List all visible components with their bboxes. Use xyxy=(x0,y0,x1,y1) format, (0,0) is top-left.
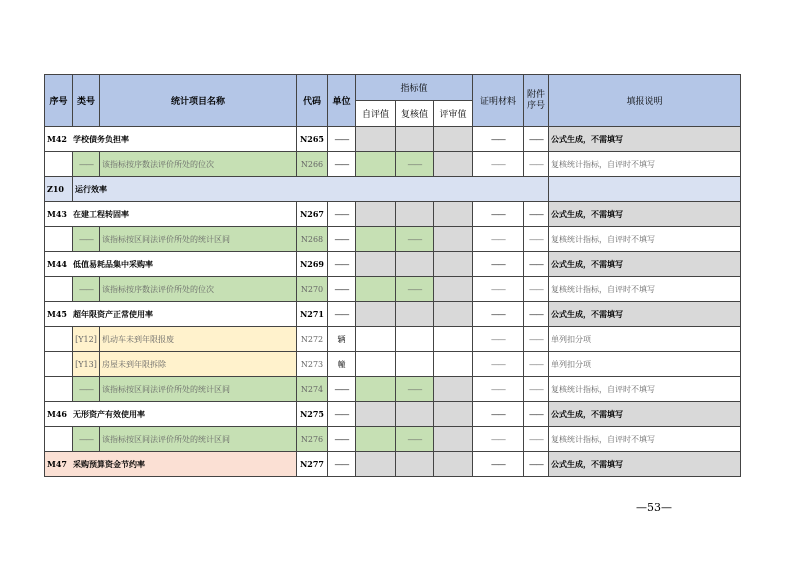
table-row xyxy=(45,177,741,202)
item-seq: M43 xyxy=(47,208,67,219)
self-eval-cell xyxy=(356,352,396,377)
explain-cell: 公式生成，不需填写 xyxy=(549,202,741,227)
judge-cell xyxy=(434,152,473,177)
item-title xyxy=(45,402,297,427)
self-eval-cell xyxy=(356,152,396,177)
header-review-val: 复核值 xyxy=(396,101,434,127)
review-cell xyxy=(396,302,434,327)
explain-cell: 单列扣分项 xyxy=(549,327,741,352)
attach-cell: —— xyxy=(524,277,549,302)
item-seq: M44 xyxy=(47,258,67,269)
item-unit: —— xyxy=(328,402,356,427)
table-row xyxy=(45,452,741,477)
header-unit: 单位 xyxy=(328,75,356,127)
item-unit: —— xyxy=(328,127,356,152)
item-code: N277 xyxy=(297,452,328,477)
header-self-eval: 自评值 xyxy=(356,101,396,127)
sub-unit: —— xyxy=(328,427,356,452)
header-judge-val: 评审值 xyxy=(434,101,473,127)
self-eval-cell xyxy=(356,302,396,327)
table-row xyxy=(45,227,741,252)
explain-cell: 复核统计指标，自评时不填写 xyxy=(549,152,741,177)
item-code: N269 xyxy=(297,252,328,277)
attach-cell: —— xyxy=(524,452,549,477)
review-cell xyxy=(396,452,434,477)
sub-code: N268 xyxy=(297,227,328,252)
item-name: 采购预算资金节约率 xyxy=(73,458,145,469)
review-cell: —— xyxy=(396,277,434,302)
section-explain-blank xyxy=(549,177,741,202)
table-row xyxy=(45,252,741,277)
attach-cell: —— xyxy=(524,127,549,152)
review-cell: —— xyxy=(396,377,434,402)
item-unit: —— xyxy=(328,202,356,227)
item-code: N267 xyxy=(297,202,328,227)
self-eval-cell xyxy=(356,452,396,477)
item-name: 无形资产有效使用率 xyxy=(73,408,145,419)
item-name: 低值易耗品集中采购率 xyxy=(73,258,153,269)
attach-cell: —— xyxy=(524,377,549,402)
sub-name: 该指标按序数法评价所处的位次 xyxy=(100,152,297,177)
sub-code: N272 xyxy=(297,327,328,352)
proof-cell: —— xyxy=(473,452,524,477)
item-title xyxy=(45,127,297,152)
review-cell xyxy=(396,402,434,427)
explain-cell: 公式生成，不需填写 xyxy=(549,452,741,477)
attach-cell: —— xyxy=(524,302,549,327)
explain-cell: 复核统计指标，自评时不填写 xyxy=(549,427,741,452)
self-eval-cell xyxy=(356,402,396,427)
attach-cell: —— xyxy=(524,327,549,352)
sub-unit: —— xyxy=(328,277,356,302)
header-name: 统计项目名称 xyxy=(100,75,297,127)
statistics-table xyxy=(44,74,741,477)
sub-unit: —— xyxy=(328,377,356,402)
attach-cell: —— xyxy=(524,152,549,177)
sub-name: 该指标按区间法评价所处的统计区间 xyxy=(100,227,297,252)
proof-cell: —— xyxy=(473,402,524,427)
item-title xyxy=(45,452,297,477)
attach-cell: —— xyxy=(524,402,549,427)
review-cell: —— xyxy=(396,152,434,177)
judge-cell xyxy=(434,352,473,377)
sub-name: 房屋未到年限拆除 xyxy=(100,352,297,377)
sub-unit: 幢 xyxy=(328,352,356,377)
sub-code: N273 xyxy=(297,352,328,377)
judge-cell xyxy=(434,127,473,152)
judge-cell xyxy=(434,252,473,277)
judge-cell xyxy=(434,377,473,402)
proof-cell: —— xyxy=(473,352,524,377)
judge-cell xyxy=(434,227,473,252)
item-name: 在建工程转固率 xyxy=(73,208,129,219)
attach-cell: —— xyxy=(524,202,549,227)
sub-unit: 辆 xyxy=(328,327,356,352)
sub-code: N270 xyxy=(297,277,328,302)
item-unit: —— xyxy=(328,452,356,477)
item-seq: M45 xyxy=(47,308,67,319)
blank-seq xyxy=(45,352,73,377)
table-row xyxy=(45,327,741,352)
review-cell xyxy=(396,202,434,227)
page-number: —53— xyxy=(636,501,672,514)
item-code: N275 xyxy=(297,402,328,427)
table-row xyxy=(45,152,741,177)
attach-cell: —— xyxy=(524,427,549,452)
explain-cell: 公式生成，不需填写 xyxy=(549,402,741,427)
proof-cell: —— xyxy=(473,252,524,277)
judge-cell xyxy=(434,452,473,477)
proof-cell: —— xyxy=(473,152,524,177)
judge-cell xyxy=(434,427,473,452)
sub-name: 该指标按区间法评价所处的统计区间 xyxy=(100,427,297,452)
explain-cell: 复核统计指标，自评时不填写 xyxy=(549,227,741,252)
self-eval-cell xyxy=(356,202,396,227)
self-eval-cell xyxy=(356,252,396,277)
section-name: 运行效率 xyxy=(73,177,549,202)
self-eval-cell xyxy=(356,327,396,352)
sub-code: N274 xyxy=(297,377,328,402)
proof-cell: —— xyxy=(473,377,524,402)
self-eval-cell xyxy=(356,227,396,252)
judge-cell xyxy=(434,277,473,302)
sub-name: 该指标按序数法评价所处的位次 xyxy=(100,277,297,302)
review-cell xyxy=(396,352,434,377)
sub-type: —— xyxy=(73,152,100,177)
explain-cell: 公式生成，不需填写 xyxy=(549,302,741,327)
explain-cell: 复核统计指标，自评时不填写 xyxy=(549,277,741,302)
proof-cell: —— xyxy=(473,202,524,227)
blank-seq xyxy=(45,152,73,177)
judge-cell xyxy=(434,402,473,427)
sub-type: —— xyxy=(73,427,100,452)
sub-type: [Y12] xyxy=(73,327,100,352)
table-row xyxy=(45,302,741,327)
blank-seq xyxy=(45,377,73,402)
table-row xyxy=(45,402,741,427)
blank-seq xyxy=(45,427,73,452)
sub-type: [Y13] xyxy=(73,352,100,377)
table-row xyxy=(45,377,741,402)
item-seq: M42 xyxy=(47,133,67,144)
header-seq: 序号 xyxy=(45,75,73,127)
proof-cell: —— xyxy=(473,327,524,352)
judge-cell xyxy=(434,302,473,327)
self-eval-cell xyxy=(356,277,396,302)
table-body xyxy=(45,127,741,477)
blank-seq xyxy=(45,227,73,252)
item-code: N271 xyxy=(297,302,328,327)
sub-type: —— xyxy=(73,377,100,402)
blank-seq xyxy=(45,327,73,352)
table-row xyxy=(45,127,741,152)
blank-seq xyxy=(45,277,73,302)
header-code: 代码 xyxy=(297,75,328,127)
table-row xyxy=(45,427,741,452)
item-code: N265 xyxy=(297,127,328,152)
table-row xyxy=(45,277,741,302)
item-unit: —— xyxy=(328,252,356,277)
header-indicator: 指标值 xyxy=(356,75,473,101)
judge-cell xyxy=(434,202,473,227)
header-proof: 证明材料 xyxy=(473,75,524,127)
header-explain: 填报说明 xyxy=(549,75,741,127)
table-row xyxy=(45,202,741,227)
proof-cell: —— xyxy=(473,227,524,252)
item-seq: M47 xyxy=(47,458,67,469)
header-attach: 附件序号 xyxy=(524,75,549,127)
proof-cell: —— xyxy=(473,277,524,302)
sub-name: 机动车未到年限报废 xyxy=(100,327,297,352)
sub-type: —— xyxy=(73,227,100,252)
sub-unit: —— xyxy=(328,152,356,177)
explain-cell: 公式生成，不需填写 xyxy=(549,127,741,152)
sub-code: N266 xyxy=(297,152,328,177)
self-eval-cell xyxy=(356,377,396,402)
proof-cell: —— xyxy=(473,302,524,327)
table-row xyxy=(45,352,741,377)
explain-cell: 公式生成，不需填写 xyxy=(549,252,741,277)
item-seq: M46 xyxy=(47,408,67,419)
item-title xyxy=(45,202,297,227)
section-seq: Z10 xyxy=(45,177,73,202)
attach-cell: —— xyxy=(524,252,549,277)
proof-cell: —— xyxy=(473,127,524,152)
review-cell xyxy=(396,127,434,152)
explain-cell: 复核统计指标，自评时不填写 xyxy=(549,377,741,402)
item-unit: —— xyxy=(328,302,356,327)
self-eval-cell xyxy=(356,427,396,452)
sub-type: —— xyxy=(73,277,100,302)
review-cell: —— xyxy=(396,427,434,452)
header-type: 类号 xyxy=(73,75,100,127)
review-cell xyxy=(396,327,434,352)
attach-cell: —— xyxy=(524,227,549,252)
judge-cell xyxy=(434,327,473,352)
self-eval-cell xyxy=(356,127,396,152)
review-cell xyxy=(396,252,434,277)
item-title xyxy=(45,302,297,327)
proof-cell: —— xyxy=(473,427,524,452)
item-title xyxy=(45,252,297,277)
table-header xyxy=(45,75,741,127)
item-name: 超年限资产正常使用率 xyxy=(73,308,153,319)
explain-cell: 单列扣分项 xyxy=(549,352,741,377)
review-cell: —— xyxy=(396,227,434,252)
item-name: 学校债务负担率 xyxy=(73,133,129,144)
sub-code: N276 xyxy=(297,427,328,452)
attach-cell: —— xyxy=(524,352,549,377)
sub-unit: —— xyxy=(328,227,356,252)
sub-name: 该指标按区间法评价所处的统计区间 xyxy=(100,377,297,402)
